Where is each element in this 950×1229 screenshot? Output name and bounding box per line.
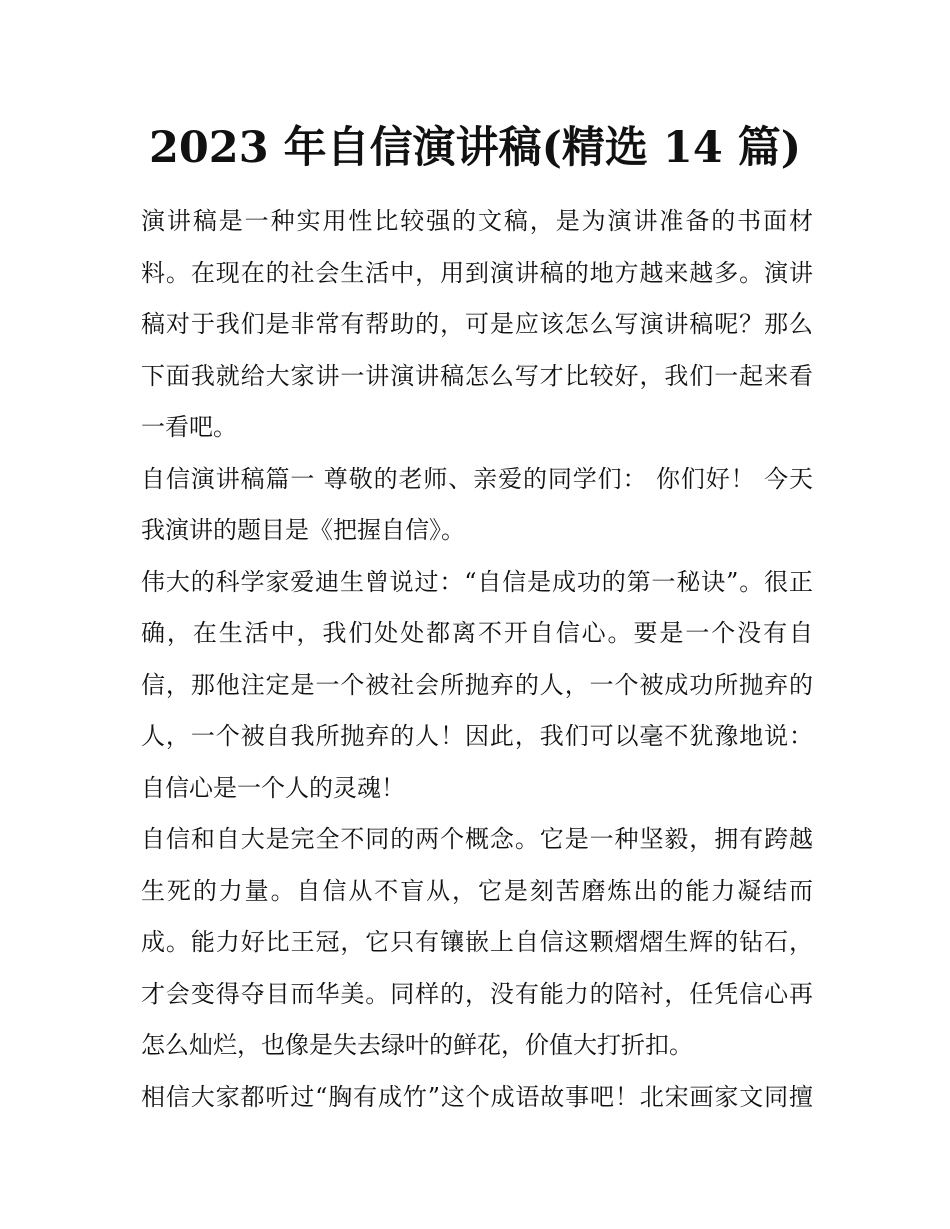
body-text-line: 确，在生活中，我们处处都离不开自信心。要是一个没有自 — [141, 619, 813, 647]
body-text-line: 一看吧。 — [141, 413, 237, 441]
body-text-line: 下面我就给大家讲一讲演讲稿怎么写才比较好，我们一起来看 — [141, 361, 813, 390]
body-text-line: 自信演讲稿篇一 尊敬的老师、亲爱的同学们： 你们好！ 今天 — [141, 464, 813, 493]
body-text-line: 怎么灿烂，也像是失去绿叶的鲜花，价值大打折扣。 — [141, 1031, 693, 1059]
body-text-line: 相信大家都听过“胸有成竹”这个成语故事吧！北宋画家文同擅 — [141, 1082, 813, 1111]
body-text-line: 料。在现在的社会生活中，用到演讲稿的地方越来越多。演讲 — [141, 258, 813, 287]
body-text-line: 成。能力好比王冠，它只有镶嵌上自信这颗熠熠生辉的钻石， — [141, 928, 813, 956]
body-text-line: 演讲稿是一种实用性比较强的文稿，是为演讲准备的书面材 — [141, 207, 813, 235]
body-text-line: 人，一个被自我所抛弃的人！因此，我们可以毫不犹豫地说： — [141, 722, 813, 750]
body-text-line: 才会变得夺目而华美。同样的，没有能力的陪衬，任凭信心再 — [141, 979, 813, 1008]
body-text-line: 生死的力量。自信从不盲从，它是刻苦磨炼出的能力凝结而 — [141, 876, 813, 905]
body-text-line: 我演讲的题目是《把握自信》。 — [141, 516, 465, 544]
body-text-line: 自信和自大是完全不同的两个概念。它是一种坚毅，拥有跨越 — [141, 825, 813, 853]
body-text-line: 自信心是一个人的灵魂！ — [141, 773, 405, 802]
body-text-line: 伟大的科学家爱迪生曾说过：“自信是成功的第一秘诀”。很正 — [141, 567, 813, 596]
body-text-line: 信，那他注定是一个被社会所抛弃的人，一个被成功所抛弃的 — [141, 670, 813, 699]
body-text-line: 稿对于我们是非常有帮助的，可是应该怎么写演讲稿呢？那么 — [141, 310, 813, 338]
document-body — [141, 196, 813, 1123]
document-title: 2023 年自信演讲稿(精选 14 篇) — [148, 123, 802, 173]
